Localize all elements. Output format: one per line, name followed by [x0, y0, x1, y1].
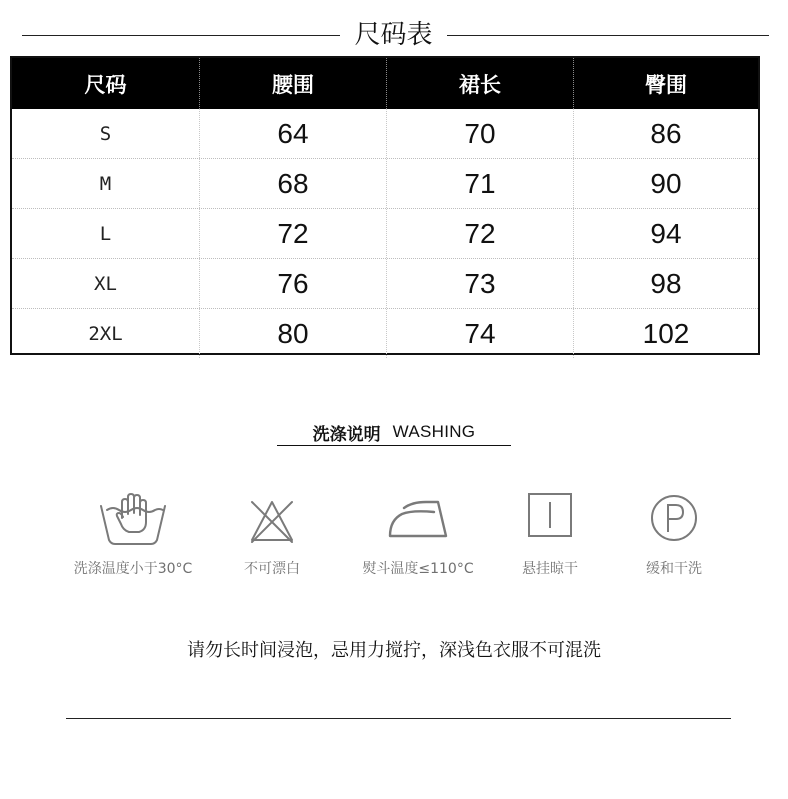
washing-title-en: WASHING — [392, 422, 476, 441]
waist-cell: 68 — [199, 159, 386, 208]
page-title: 尺码表 — [354, 20, 433, 50]
table-row — [12, 158, 758, 208]
waist-cell: 72 — [199, 209, 386, 258]
care-label: 缓和干洗 — [646, 561, 702, 577]
iron-icon — [386, 488, 450, 550]
skirt-length-cell: 73 — [386, 259, 573, 308]
care-label: 不可漂白 — [244, 561, 300, 577]
hand-wash-icon — [97, 488, 169, 550]
table-row — [12, 208, 758, 258]
size-cell: L — [99, 222, 112, 245]
title-rule-left — [22, 35, 340, 36]
washing-notice: 请勿长时间浸泡，忌用力搅拧，深浅色衣服不可混洗 — [187, 640, 601, 661]
skirt-length-cell: 71 — [386, 159, 573, 208]
waist-cell: 64 — [199, 109, 386, 158]
table-row — [12, 308, 758, 358]
skirt-length-cell: 72 — [386, 209, 573, 258]
no-bleach-icon — [246, 488, 298, 550]
waist-cell: 76 — [199, 259, 386, 308]
size-table-header — [12, 58, 758, 109]
table-row — [12, 258, 758, 308]
table-row — [12, 109, 758, 158]
washing-heading — [277, 419, 511, 446]
title-rule-right — [447, 35, 769, 36]
size-cell: 2XL — [88, 322, 123, 345]
skirt-length-cell: 74 — [386, 309, 573, 358]
dry-clean-p-icon — [648, 488, 700, 550]
care-item-no-bleach — [192, 488, 352, 578]
care-label: 洗涤温度小于30°C — [73, 561, 193, 577]
hip-cell: 98 — [573, 259, 758, 308]
size-table-body — [12, 109, 758, 358]
header-size: 尺码 — [84, 72, 127, 97]
header-skirt-length: 裙长 — [386, 58, 573, 109]
care-item-hand-wash — [53, 488, 213, 578]
bottom-rule — [66, 718, 731, 719]
hip-cell: 90 — [573, 159, 758, 208]
header-waist: 腰围 — [199, 58, 386, 109]
care-label: 熨斗温度≤110°C — [362, 561, 474, 577]
size-cell: S — [99, 122, 112, 145]
size-cell: M — [99, 172, 112, 195]
hip-cell: 102 — [573, 309, 758, 358]
hip-cell: 94 — [573, 209, 758, 258]
hip-cell: 86 — [573, 109, 758, 158]
care-item-dry-clean — [594, 488, 754, 578]
size-table — [10, 56, 760, 355]
hang-dry-icon — [526, 488, 574, 550]
washing-title-cn: 洗涤说明 — [312, 424, 381, 445]
waist-cell: 80 — [199, 309, 386, 358]
header-hip: 臀围 — [573, 58, 758, 109]
skirt-length-cell: 70 — [386, 109, 573, 158]
care-label: 悬挂晾干 — [522, 561, 578, 577]
size-cell: XL — [94, 272, 117, 295]
